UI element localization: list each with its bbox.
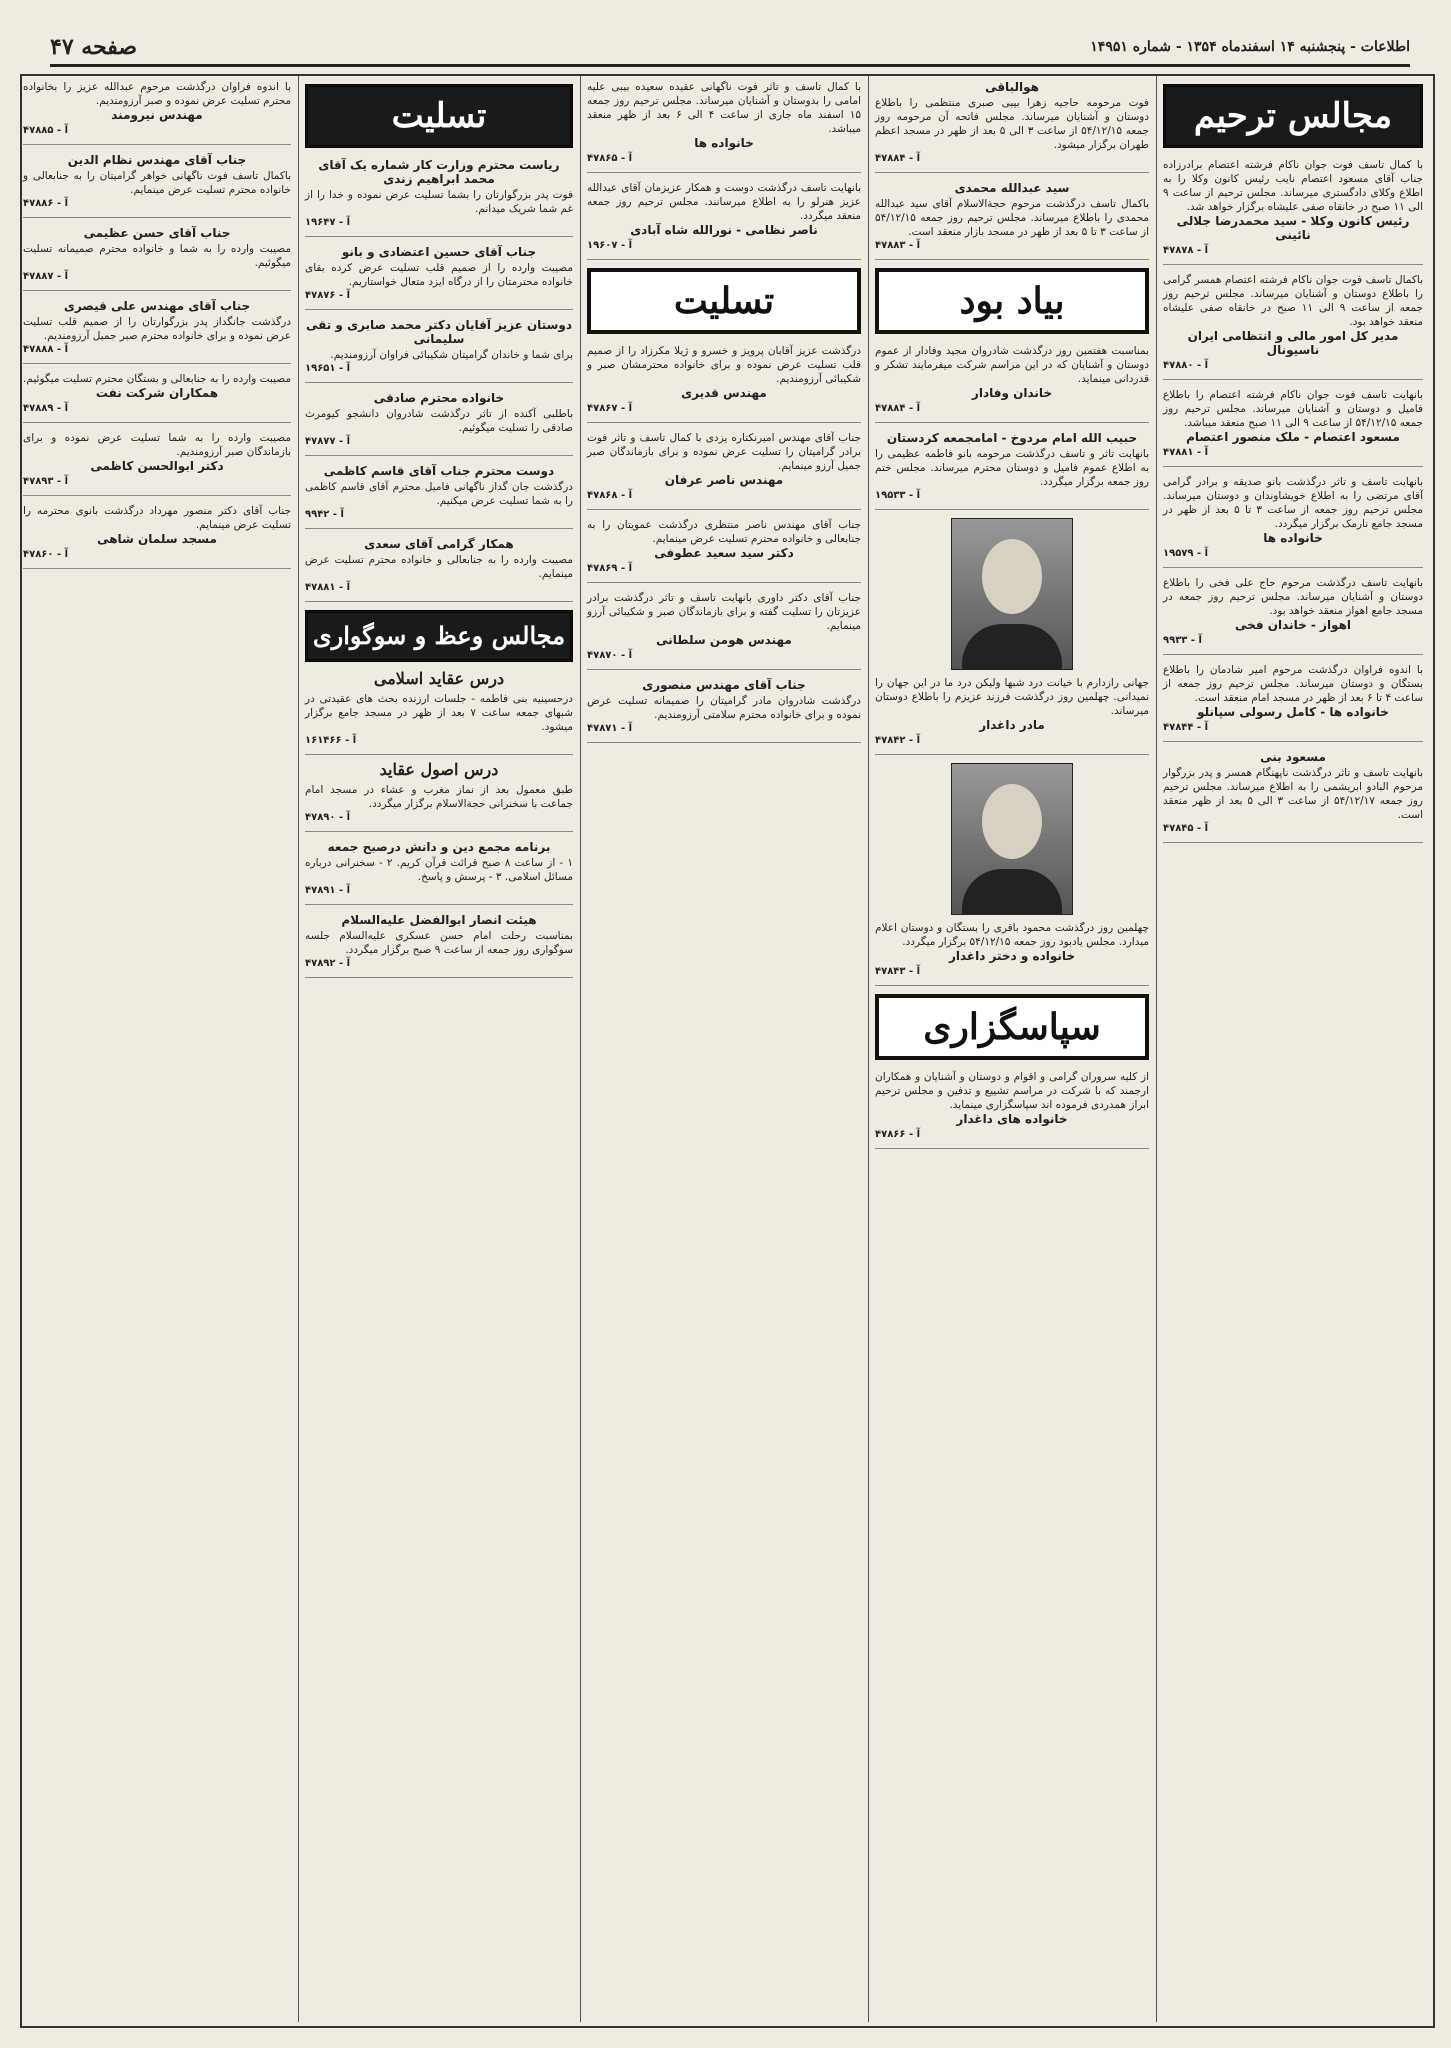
notice	[305, 245, 573, 310]
notice-body: مصیبت وارده را به شما و خانواده محترم صمیمانه تسلیت میگوئیم.	[23, 243, 291, 269]
notice-signature: مهندس ناصر عرفان	[664, 473, 784, 487]
notice-signature: دکتر ابوالحسن کاظمی	[90, 459, 224, 473]
portrait-body	[962, 624, 1062, 669]
notice	[587, 344, 861, 423]
notice-ref: آ - ۴۷۸۸۱	[1163, 447, 1209, 458]
section-banner-taslit: تسلیت	[587, 268, 861, 334]
notice	[587, 591, 861, 670]
notice-heading: خانواده محترم صادقی	[373, 391, 505, 405]
notice-signature: مهندس نیرومند	[111, 108, 203, 122]
notice	[305, 464, 573, 529]
notice-signature: مادر داغدار	[979, 718, 1045, 732]
notice-ref: آ - ۴۷۸۹۲	[305, 958, 351, 969]
notice	[1163, 576, 1423, 655]
notice-ref: آ - ۴۷۸۸۴	[875, 153, 921, 164]
notice-ref: آ - ۴۷۸۹۰	[305, 812, 351, 823]
notice	[305, 318, 573, 383]
notice-ref: آ - ۴۷۸۶۹	[587, 563, 633, 574]
notice-body: از کلیه سروران گرامی و اقوام و دوستان و آشنایان و همکاران ارجمند که با شرکت در مراسم تشییع و تدفین و مجلس ترحیم ابراز همدردی فرموده اند سپاسگزاری مینماید.	[875, 1071, 1149, 1111]
notice	[23, 80, 291, 145]
notice	[305, 913, 573, 978]
notice-body: با کمال تاسف فوت جوان ناکام فرشته اعتصام برادرزاده جناب آقای مسعود اعتصام نایب رئیس کانون وکلا را به اطلاع وکلای دادگستری میرساند. مجلس ترحیم از ساعت ۹ الی ۱۱ صبح در خانقاه صفی علیشاه برگزار خواهد شد.	[1163, 159, 1423, 213]
notice-ref: آ - ۴۷۸۸۸	[23, 344, 69, 355]
notice-ref: آ - ۱۹۶۰۷	[587, 240, 633, 251]
notice-body: بانهایت تاسف درگذشت مرحوم حاج علی فخی را باطلاع دوستان و آشنایان میرساند. مجلس ترحیم روز جمعه در مسجد جامع اهواز منعقد خواهد بود.	[1163, 577, 1423, 617]
column-4	[299, 76, 579, 2022]
notice-ref: آ - ۴۷۸۸۷	[23, 271, 69, 282]
notice-body: جناب آقای مهندس امیرنکتاره یزدی با کمال تاسف و تاثر فوت برادر گرامیتان را تسلیت عرض نموده و برای بازماندگان صبر جمیل آرزو مینمایم.	[587, 432, 861, 472]
notice-body: درگذشت جان گداز ناگهانی فامیل محترم آقای قاسم کاظمی را به شما تسلیت عرض میکنیم.	[305, 481, 573, 507]
portrait-photo	[951, 518, 1073, 670]
notice-ref: آ - ۴۷۸۷۰	[587, 650, 633, 661]
notice-ref: آ - ۴۷۸۸۹	[23, 403, 69, 414]
notice-heading: دوست محترم جناب آقای قاسم کاظمی	[323, 464, 555, 478]
portrait-face	[982, 784, 1042, 859]
section-banner-sepasgozari: سپاسگزاری	[875, 994, 1149, 1060]
notice	[1163, 750, 1423, 843]
notice	[305, 158, 573, 237]
notice-signature: ناصر نظامی - نورالله شاه آبادی	[630, 223, 818, 237]
notice	[587, 678, 861, 743]
notice	[23, 504, 291, 569]
notice	[23, 153, 291, 218]
notice	[305, 391, 573, 456]
notice-heading: درس اصول عقاید	[379, 760, 499, 779]
notice-signature: خاندان وفادار	[971, 386, 1053, 400]
notice-ref: آ - ۴۷۸۴۳	[875, 966, 921, 977]
notice	[305, 760, 573, 832]
notice-with-photo	[875, 763, 1149, 986]
notice-ref: آ - ۴۷۸۷۷	[305, 436, 351, 447]
portrait-photo	[951, 763, 1073, 915]
notice-signature: همکاران شرکت نفت	[95, 386, 219, 400]
notice	[23, 372, 291, 423]
notice-ref: آ - ۹۹۳۳	[1163, 635, 1202, 646]
notice-ref: آ - ۴۷۸۷۸	[1163, 245, 1209, 256]
notice-signature: خانواده و دختر داغدار	[948, 949, 1076, 963]
notice-ref: آ - ۴۷۸۸۰	[1163, 360, 1209, 371]
notice-heading: جناب آقای مهندس علی قیصری	[63, 299, 251, 313]
notice-ref: آ - ۱۹۵۷۹	[1163, 548, 1209, 559]
notice-with-photo	[875, 518, 1149, 755]
notice-ref: آ - ۱۹۶۵۱	[305, 363, 351, 374]
column-3	[581, 76, 867, 2022]
notice-ref: آ - ۴۷۸۴۵	[1163, 823, 1209, 834]
notice	[587, 181, 861, 260]
notice	[587, 518, 861, 583]
notice	[875, 1070, 1149, 1149]
notice-body: بمناسبت رحلت امام حسن عسکری علیه‌السلام جلسه سوگواری روز جمعه از ساعت ۹ صبح برگزار میگردد.	[305, 930, 573, 956]
notice-heading: هیئت انصار ابوالفضل علیه‌السلام	[341, 913, 537, 927]
notice-heading: جناب آقای حسین اعتضادی و بانو	[341, 245, 537, 259]
notice	[1163, 475, 1423, 568]
notice-heading: هوالباقی	[985, 80, 1039, 94]
section-banner-yadbood: بیاد بود	[875, 268, 1149, 334]
notice	[875, 431, 1149, 510]
notice-ref: آ - ۴۷۸۶۸	[587, 490, 633, 501]
notice-body: بانهایت تاسف فوت جوان ناکام فرشته اعتصام را باطلاع فامیل و دوستان و آشنایان میرساند. مجلس ترحیم روز جمعه ۵۴/۱۲/۱۵ از ساعت ۹ الی ۱۱ صبح منعقد میباشد.	[1163, 389, 1423, 429]
notice-body: بانهایت تاثر و تاسف درگذشت مرحومه بانو فاطمه عظیمی را به اطلاع عموم فامیل و دوستان محترم میرساند. مجلس ختم روز جمعه برگزار میگردد.	[875, 448, 1149, 488]
notice-ref: آ - ۴۷۸۸۳	[875, 240, 921, 251]
notice	[875, 80, 1149, 173]
notice	[23, 431, 291, 496]
notice-signature: خانواده ها	[694, 136, 754, 150]
notice-body: با اندوه فراوان درگذشت مرحوم امیر شادمان را باطلاع بستگان و دوستان میرساند. مجلس ترحیم روز جمعه از ساعت ۴ تا ۶ بعد از ظهر در مسجد امام منعقد است.	[1163, 664, 1423, 704]
column-2	[869, 76, 1155, 2022]
notice-ref: آ - ۱۶۱۴۶۶	[305, 735, 357, 746]
notice-heading: همکار گرامی آقای سعدی	[364, 537, 514, 551]
notice-body: مصیبت وارده را از صمیم قلب تسلیت عرض کرده بقای خانواده محترمتان را از درگاه ایزد متعال خواستاریم.	[305, 262, 573, 288]
notice-ref: آ - ۴۷۸۹۳	[23, 476, 69, 487]
notice-body: فوت مرحومه حاجیه زهرا بیبی صبری منتظمی را باطلاع دوستان و آشنایان میرساند. مجلس فاتحه آن مرحومه روز جمعه ۵۴/۱۲/۱۵ از ساعت ۳ الی ۵ بعد از ظهر در مسجد اعظم طهران برگزار میشود.	[875, 97, 1150, 151]
section-banner-taslit-main: تسلیت	[305, 84, 573, 148]
notice-signature: دکتر سید سعید عطوفی	[654, 546, 794, 560]
notice-body: بمناسبت هفتمین روز درگذشت شادروان مجید وفادار از عموم دوستان و آشنایان که در این مراسم شرکت میفرمایند تشکر و قدردانی مینماید.	[875, 345, 1149, 385]
notice-ref: آ - ۱۹۵۳۳	[875, 490, 921, 501]
notice-body: باکمال تاسف فوت جوان ناکام فرشته اعتصام همسر گرامی را باطلاع دوستان و آشنایان میرساند. مجلس ترحیم روز جمعه از ساعت ۹ الی ۱۱ صبح در خانقاه صفی علیشاه منعقد خواهد بود.	[1163, 274, 1423, 328]
notice-body: جناب آقای دکتر منصور مهرداد درگذشت بانوی محترمه را تسلیت عرض مینمایم.	[23, 505, 291, 531]
notice-ref: آ - ۱۹۶۴۷	[305, 217, 351, 228]
notice-ref: آ - ۴۷۸۹۱	[305, 885, 351, 896]
notice-body: مصیبت وارده را به جنابعالی و بستگان محترم تسلیت میگوئیم.	[23, 373, 291, 385]
notice	[1163, 663, 1423, 742]
notice-body: بانهایت تاسف و تاثر درگذشت ناپهنگام همسر و پدر بزرگوار مرحوم البادو ابریشمی را به اطلاع میرساند. مجلس ترحیم روز جمعه ۵۴/۱۲/۱۷ از ساعت ۳ الی ۵ بعد از ظهر منعقد است.	[1163, 767, 1423, 821]
notice-heading: جناب آقای مهندس نظام الدین	[67, 153, 247, 167]
notice	[587, 431, 861, 510]
notice-body: باکمال تاسف درگذشت مرحوم حجةالاسلام آقای سید عبدالله محمدی را باطلاع میرساند. مجلس ترحیم روز جمعه ۵۴/۱۲/۱۵ از ساعت ۳ تا ۵ بعد از ظهر در مسجد بازار منعقد است.	[875, 198, 1149, 238]
notice-body: طبق معمول بعد از نماز مغرب و عشاء در مسجد امام جماعت با سخنرانی حجةالاسلام برگزار میگردد.	[305, 784, 573, 810]
notice-signature: مدیر کل امور مالی و انتظامی ایران ناسیونال	[1187, 329, 1399, 357]
notice-signature: مسعود اعتصام - ملک منصور اعتصام	[1186, 430, 1400, 444]
notice-heading: حبیب الله امام مردوخ - امامجمعه کردستان	[886, 431, 1138, 445]
notice-body: بانهایت تاسف درگذشت دوست و همکار عزیزمان آقای عبدالله عزیز هنرلو را به اطلاع میرسانند. مجلس ترحیم روز جمعه منعقد میگردد.	[587, 182, 861, 222]
notice	[1163, 388, 1423, 467]
notice-ref: آ - ۴۷۸۶۵	[587, 153, 633, 164]
notice	[305, 669, 573, 755]
notice-body: مصیبت وارده را به جنابعالی و خانواده محترم تسلیت عرض مینمایم.	[305, 554, 573, 580]
notice-ref: آ - ۴۷۸۸۶	[23, 198, 69, 209]
notice-ref: آ - ۴۷۸۶۰	[23, 549, 69, 560]
notice-ref: آ - ۴۷۸۶۶	[875, 1129, 921, 1140]
notice-body: چهلمین روز درگذشت محمود باقری را بستگان و دوستان اعلام میدارد. مجلس یادبود روز جمعه ۵۴/۱۲/۱۵ برگزار میگردد.	[875, 922, 1149, 948]
notice	[23, 299, 291, 364]
notice-heading: مسعود بنی	[1260, 750, 1326, 764]
notice-heading: درس عقاید اسلامی	[373, 669, 505, 688]
notice-ref: آ - ۴۷۸۴۲	[875, 735, 921, 746]
notice-body: با کمال تاسف و تاثر فوت ناگهانی عقیده سعیده بیبی علیه امامی را بدوستان و آشنایان میرساند. مجلس ترحیم روز جمعه ۱۵ اسفند ماه جاری از ساعت ۴ الی ۶ بعد از ظهر منعقد میباشد.	[587, 81, 861, 135]
notice	[23, 226, 291, 291]
portrait-body	[962, 869, 1062, 914]
column-5	[17, 76, 297, 2022]
notice-body: باطلبی آکنده از تاثر درگذشت شادروان دانشجو کیومرث صادقی را تسلیت میگوئیم.	[305, 408, 573, 434]
notice-ref: آ - ۴۷۸۸۵	[23, 125, 69, 136]
notice-signature: اهواز - خاندان فخی	[1234, 618, 1352, 632]
notice-heading: جناب آقای مهندس منصوری	[642, 678, 806, 692]
page-number: صفحه ۴۷	[50, 34, 138, 60]
section-banner-majales-tarhim: مجالس ترحیم	[1163, 84, 1423, 148]
notice	[875, 181, 1149, 260]
notice-signature: رئیس کانون وکلا - سید محمدرضا جلالی نائینی	[1176, 214, 1410, 242]
notice-body: فوت پدر بزرگوارتان را بشما تسلیت عرض نموده و خدا را از غم شما شریک میدانم.	[305, 189, 573, 215]
notice-body: درگذشت جانگداز پدر بزرگوارتان را از صمیم قلب تسلیت عرض نموده و برای خانواده محترم صبر جمیل آرزومندیم.	[23, 316, 291, 342]
notice-heading: ریاست محترم وزارت کار شماره یک آقای محمد ابراهیم زندی	[318, 158, 560, 186]
notice	[305, 537, 573, 602]
notice-body: برای شما و خاندان گرامیتان شکیبائی فراوان آرزومندیم.	[330, 349, 573, 361]
notice-signature: خانواده ها - کامل رسولی سپانلو	[1197, 705, 1389, 719]
notice-signature: مسجد سلمان شاهی	[97, 532, 217, 546]
notice-ref: آ - ۴۷۸۷۱	[587, 723, 633, 734]
notice-body: جهانی رازدارم با خیانت درد شبها ولیکن درد ما در این جهان را نمیدانی. چهلمین روز درگذشت فرزند عزیزم را باطلاع دوستان میرساند.	[875, 677, 1149, 717]
notice-signature: خانواده های داغدار	[956, 1112, 1068, 1126]
notice-body: جناب آقای مهندس ناصر منتظری درگذشت عمویتان را به جنابعالی و خانواده محترم تسلیت عرض مینمایم.	[587, 519, 861, 545]
notice-signature: خانواده ها	[1263, 531, 1323, 545]
notice-ref: آ - ۴۷۸۸۴	[875, 403, 921, 414]
notice	[875, 344, 1149, 423]
masthead	[50, 30, 1410, 67]
section-banner-majales-vaz: مجالس وعظ و سوگواری	[305, 610, 573, 662]
notice-body: مصیبت وارده را به شما تسلیت عرض نموده و برای بازماندگان صبر آرزومندیم.	[23, 432, 291, 458]
notice-ref: آ - ۴۷۸۴۴	[1163, 722, 1209, 733]
notice-heading: جناب آقای حسن عظیمی	[83, 226, 231, 240]
notice-ref: آ - ۴۷۸۷۶	[305, 290, 351, 301]
notice-body: باکمال تاسف فوت ناگهانی خواهر گرامیتان را به جنابعالی و خانواده محترم تسلیت عرض مینمایم.	[23, 170, 291, 196]
notice-ref: آ - ۴۷۸۸۱	[305, 582, 351, 593]
notice-body: درگذشت شادروان مادر گرامیتان را صمیمانه تسلیت عرض نموده و برای خانواده محترم سلامتی آرزومندیم.	[587, 695, 861, 721]
notice-body: بانهایت تاسف و تاثر درگذشت بانو صدیقه و برادر گرامی آقای مرتضی را به اطلاع خویشاوندان و دوستان میرساند. مجلس ترحیم روز جمعه از ساعت ۳ تا ۵ بعد از ظهر در مسجد جامع نارمک برگزار میگردد.	[1163, 476, 1424, 530]
column-1	[1157, 76, 1429, 2022]
notice	[1163, 273, 1423, 380]
issue-line: اطلاعات - پنجشنبه ۱۴ اسفندماه ۱۳۵۴ - شماره ۱۴۹۵۱	[1090, 39, 1410, 55]
notice-body: با اندوه فراوان درگذشت مرحوم عبدالله عزیز را بخانواده محترم تسلیت عرض نموده و صبر آرزومندیم.	[23, 81, 291, 107]
portrait-face	[982, 539, 1042, 614]
notice-ref: آ - ۴۷۸۶۷	[587, 403, 633, 414]
notice-body: درگذشت عزیز آقابان پرویز و خسرو و ژیلا مکرزاد را از صمیم قلب تسلیت عرض نموده و برای خانواده محترمشان صبر و شکیبائی آرزومندیم.	[587, 345, 861, 385]
notice-body: ۱ - از ساعت ۸ صبح قرائت قرآن کریم. ۲ - سخنرانی درباره مسائل اسلامی. ۳ - پرسش و پاسخ.	[305, 857, 574, 883]
notice-signature: مهندس قدیری	[681, 386, 767, 400]
notice-heading: دوستان عزیز آقایان دکتر محمد صابری و تقی سلیمانی	[305, 318, 573, 346]
notice-heading: برنامه مجمع دین و دانش درصبح جمعه	[327, 840, 551, 854]
notice-ref: آ - ۹۹۴۲	[305, 509, 344, 520]
notice-body: جناب آقای دکتر داوری بانهایت تاسف و تاثر درگذشت برادر عزیزتان را تسلیت گفته و برای بازماندگان صبر و شکیبائی آرزو مینمایم.	[587, 592, 861, 632]
notice	[1163, 158, 1423, 265]
notice-body: درحسینیه بنی فاطمه - جلسات ارزنده بحث های عقیدتی در شبهای جمعه ساعت ۷ بعد از ظهر در مسجد جامع برگزار میشود.	[305, 693, 573, 733]
notice-heading: سید عبدالله محمدی	[954, 181, 1070, 195]
notice-signature: مهندس هومن سلطانی	[656, 633, 792, 647]
notice	[305, 840, 573, 905]
notice	[587, 80, 861, 173]
